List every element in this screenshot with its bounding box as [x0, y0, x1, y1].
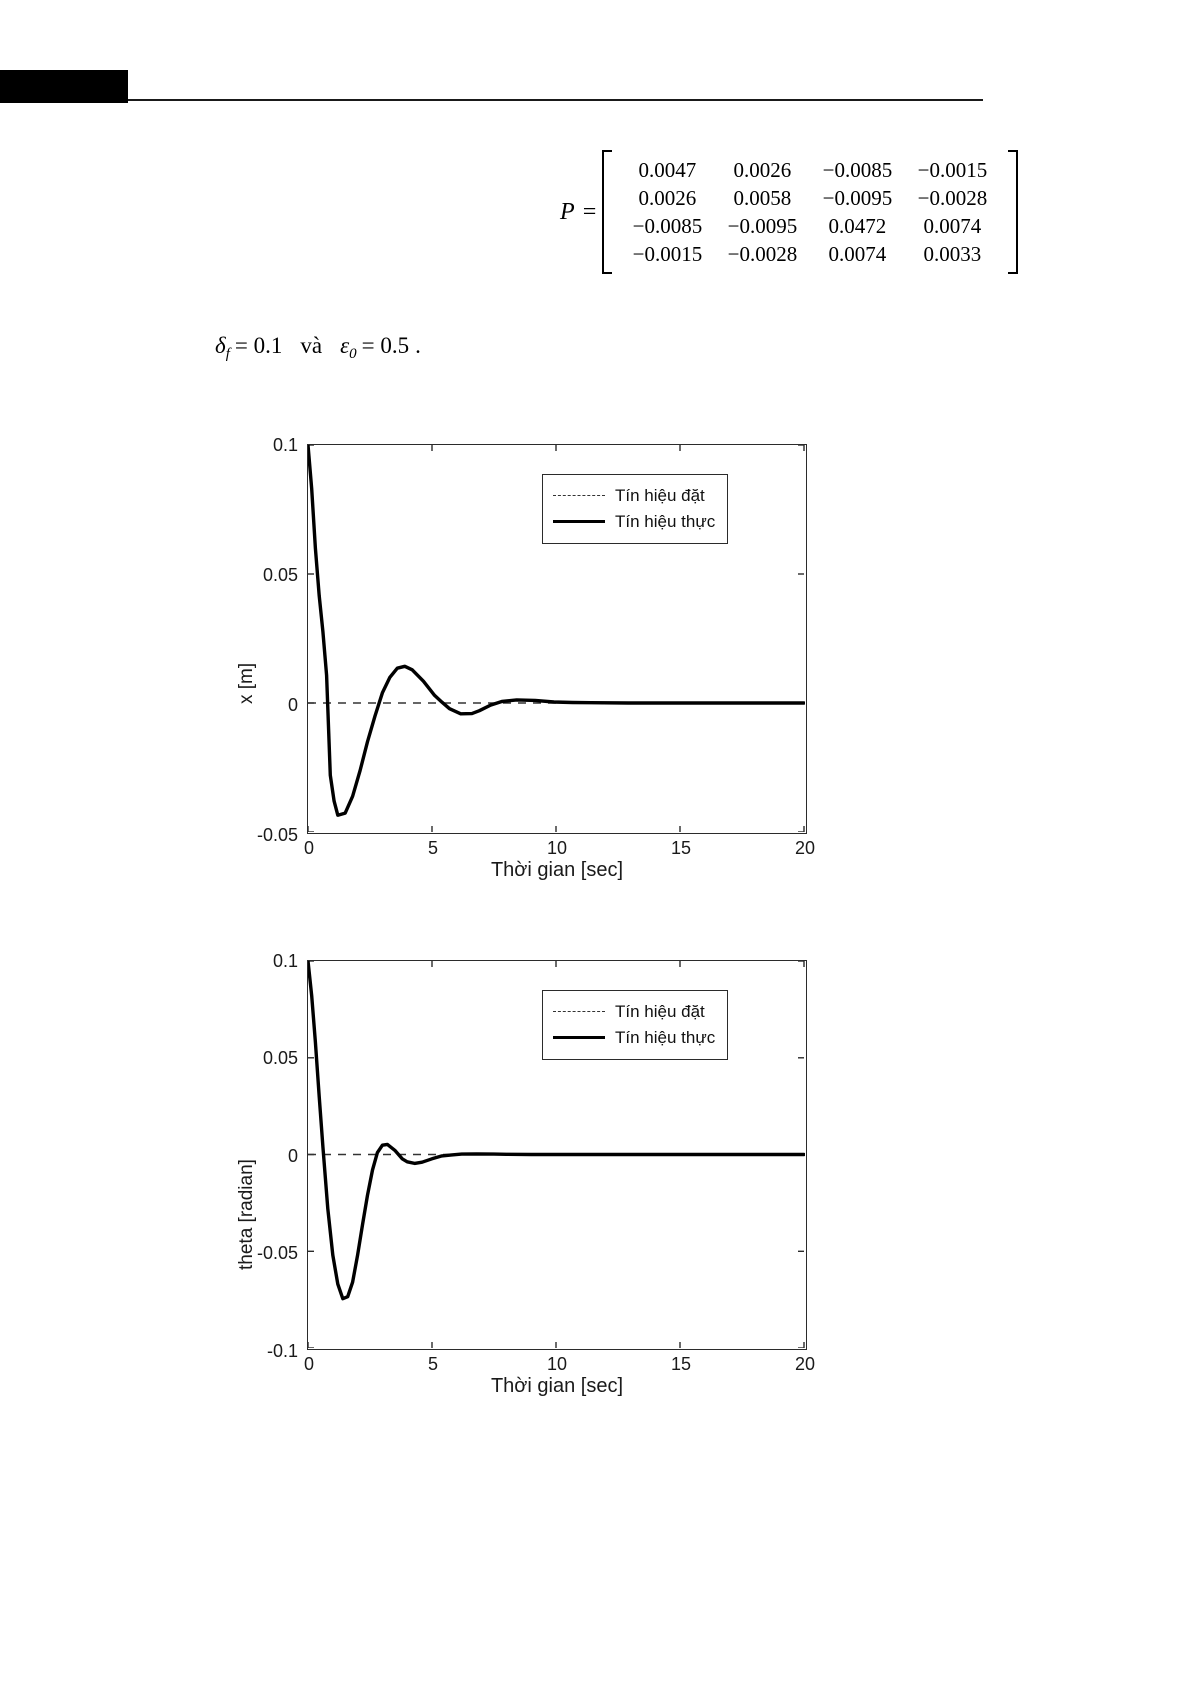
y-tick-label: -0.1 — [266, 1341, 298, 1361]
matrix-label: P = — [560, 198, 598, 225]
legend-solid-line-icon — [553, 1031, 605, 1045]
x-tick-label: 5 — [427, 1354, 439, 1374]
x-tick-label: 20 — [794, 1354, 816, 1374]
y-tick-label: -0.05 — [256, 1243, 298, 1263]
y-axis-label-theta: theta [radian] — [236, 1159, 257, 1270]
x-tick-label: 5 — [427, 838, 439, 858]
legend-solid-line-icon — [553, 515, 605, 529]
y-tick-label: 0.1 — [272, 435, 298, 455]
legend-dashed-line-icon — [553, 489, 605, 503]
conjunction-text: và — [300, 333, 323, 358]
y-tick-label: 0 — [287, 1146, 298, 1166]
legend-label: Tín hiệu thực — [615, 1028, 716, 1047]
parameter-line — [215, 333, 421, 362]
x-tick-label: 0 — [303, 838, 315, 858]
matrix-cell: −0.0015 — [632, 242, 703, 266]
matrix-grid — [614, 150, 1006, 274]
y-tick-label: 0.1 — [272, 951, 298, 971]
matrix-cell: 0.0058 — [733, 186, 792, 210]
figure-theta-angle — [212, 930, 832, 1410]
matrix-cell: 0.0074 — [828, 242, 887, 266]
matrix-cell: −0.0028 — [917, 186, 988, 210]
matrix-cell: −0.0028 — [727, 242, 798, 266]
bracket-right — [1006, 150, 1018, 274]
legend-label: Tín hiệu thực — [615, 512, 716, 531]
y-axis-ticks-x — [212, 414, 298, 894]
y-tick-label: 0 — [287, 695, 298, 715]
matrix-cell: 0.0026 — [638, 186, 697, 210]
matrix-cell: 0.0074 — [923, 214, 982, 238]
epsilon-symbol: ε — [340, 333, 350, 358]
delta-symbol: δ — [215, 333, 226, 358]
matrix-equation — [560, 150, 1018, 274]
epsilon-equation: = 0.5 — [361, 333, 410, 358]
y-tick-label: 0.05 — [262, 565, 298, 585]
y-axis-label-x: x [m] — [236, 662, 257, 704]
y-tick-label: -0.05 — [256, 825, 298, 845]
matrix-cell: −0.0085 — [632, 214, 703, 238]
legend-label: Tín hiệu đặt — [615, 486, 705, 505]
x-tick-label: 10 — [546, 1354, 568, 1374]
matrix-cell: −0.0015 — [917, 158, 988, 182]
matrix-cell: 0.0472 — [828, 214, 887, 238]
header-black-block — [0, 70, 128, 103]
x-tick-label: 10 — [546, 838, 568, 858]
x-tick-label: 20 — [794, 838, 816, 858]
legend-label: Tín hiệu đặt — [615, 1002, 705, 1021]
matrix-cell: −0.0095 — [727, 214, 798, 238]
legend-entry-actual — [553, 1025, 715, 1051]
legend-theta — [542, 990, 728, 1060]
legend-entry-reference — [553, 483, 715, 509]
legend-entry-actual — [553, 509, 715, 535]
matrix-cell: 0.0047 — [638, 158, 697, 182]
epsilon-subscript: 0 — [349, 346, 357, 362]
period: . — [415, 333, 421, 358]
matrix-cell: −0.0085 — [822, 158, 893, 182]
delta-equation: = 0.1 — [234, 333, 283, 358]
y-tick-label: 0.05 — [262, 1048, 298, 1068]
matrix-cell: −0.0095 — [822, 186, 893, 210]
delta-subscript: f — [225, 346, 230, 362]
x-axis-label-theta: Thời gian [sec] — [490, 1375, 624, 1397]
matrix-cell: 0.0033 — [923, 242, 982, 266]
matrix-cell: 0.0026 — [733, 158, 792, 182]
x-tick-label: 0 — [303, 1354, 315, 1374]
legend-entry-reference — [553, 999, 715, 1025]
figure-x-displacement — [212, 414, 832, 894]
x-tick-label: 15 — [670, 1354, 692, 1374]
page-header — [0, 70, 1192, 104]
legend-x — [542, 474, 728, 544]
x-axis-label-x: Thời gian [sec] — [490, 859, 624, 881]
header-rule — [128, 99, 983, 101]
legend-dashed-line-icon — [553, 1005, 605, 1019]
x-tick-label: 15 — [670, 838, 692, 858]
bracket-left — [602, 150, 614, 274]
